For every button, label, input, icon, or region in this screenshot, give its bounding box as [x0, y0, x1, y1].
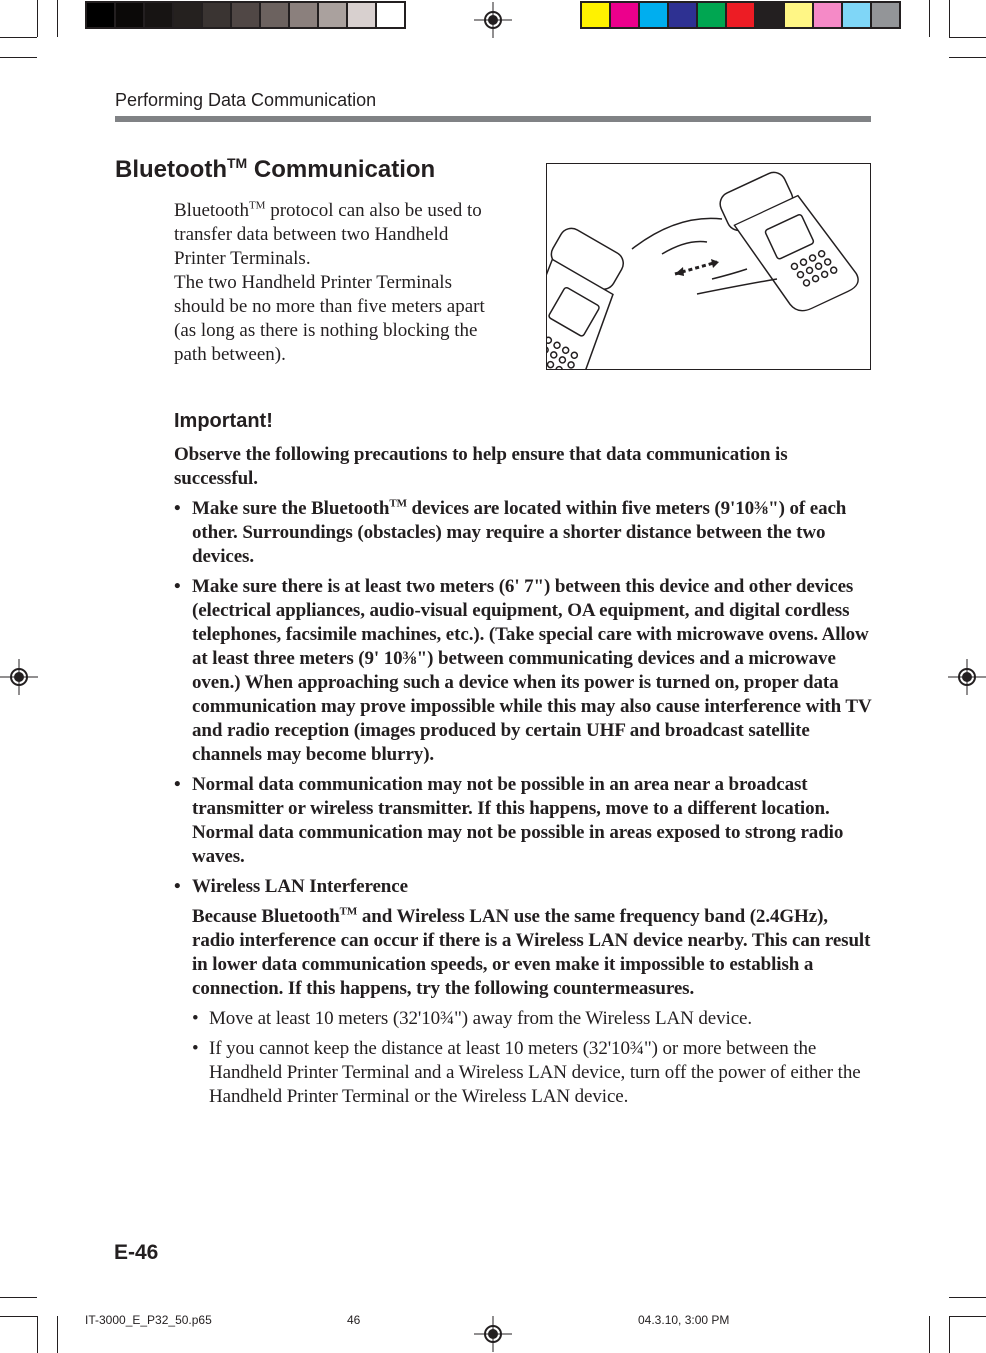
crop-mark: [949, 1316, 950, 1353]
registration-mark-icon: [474, 1316, 512, 1352]
sub-list-item: • Move at least 10 meters (32'10¾") away from the Wireless LAN device.: [192, 1008, 753, 1029]
color-swatch: [174, 3, 203, 27]
registration-mark-icon: [948, 659, 986, 695]
list-item: • Make sure the Bluetooth™ devices are located within five meters (9'10⅜") of each other. Surroundings (obstacles) may require a shorter distance between the two devices.: [174, 497, 847, 567]
color-swatch: [261, 3, 290, 27]
page-number: E-46: [114, 1241, 159, 1264]
crop-mark: [37, 1316, 38, 1353]
crop-mark: [949, 37, 986, 38]
color-swatch: [669, 3, 698, 27]
important-heading: Important!: [174, 410, 273, 432]
registration-mark-icon: [474, 2, 512, 38]
bluetooth-devices-illustration: [546, 163, 871, 370]
crop-mark: [949, 57, 986, 58]
registration-mark-icon: [0, 659, 38, 695]
wireless-lan-paragraph: Because Bluetooth™ and Wireless LAN use the same frequency band (2.4GHz), radio interference can occur if there is a Wireless LAN device nearby. This can result in lower data communication speeds, or even make it impossible to establish a connection. If this happens, try the following countermeasures.: [192, 905, 871, 999]
list-item: • Wireless LAN Interference: [174, 876, 408, 897]
footer-filename: IT-3000_E_P32_50.p65: [85, 1313, 212, 1327]
color-swatch: [872, 3, 899, 27]
footer-page: 46: [347, 1313, 361, 1327]
list-item: • Normal data communication may not be possible in an area near a broadcast transmitter or wireless transmitter. If this happens, move to a different location. Normal data communication may not be possible in areas exposed to strong radio waves.: [174, 774, 844, 867]
list-item: • Make sure there is at least two meters (6' 7") between this device and other devices (electrical appliances, audio-visual equipment, OA equipment, and digital cordless telephones, facsimile machines, etc.). (Take special care with microwave ovens. Allow at least three meters (9' 10⅜") between communicating devices and a microwave oven.) When approaching such a device when its power is turned on, proper data communication may prove impossible while this may also cause interference with TV and radio reception (images produced by certain UHF and broadcast satellite channels may become blurry).: [174, 576, 872, 765]
header-rule: [115, 116, 871, 122]
color-swatch: [756, 3, 785, 27]
color-swatch: [145, 3, 174, 27]
color-swatch: [203, 3, 232, 27]
crop-mark: [929, 0, 930, 37]
color-swatch: [87, 3, 116, 27]
crop-mark: [949, 1297, 986, 1298]
grayscale-color-bar: [85, 1, 406, 29]
color-swatch: [290, 3, 319, 27]
color-swatch: [843, 3, 872, 27]
precautions: [174, 443, 874, 1115]
color-swatch: [582, 3, 611, 27]
color-swatch: [377, 3, 404, 27]
crop-mark: [57, 0, 58, 37]
crop-mark: [949, 1316, 986, 1317]
footer-date: 04.3.10, 3:00 PM: [638, 1313, 730, 1327]
process-color-bar: [580, 1, 901, 29]
crop-mark: [0, 57, 37, 58]
color-swatch: [640, 3, 669, 27]
intro-text: Bluetooth™ protocol can also be used to transfer data between two Handheld Printer Terminals. The two Handheld Printer Terminals should be no more than five meters apart (as long as there is nothing blocking the path between).: [174, 199, 485, 365]
color-swatch: [319, 3, 348, 27]
color-swatch: [785, 3, 814, 27]
color-swatch: [116, 3, 145, 27]
page-title: Bluetooth™ Communication: [115, 155, 436, 183]
crop-mark: [0, 1297, 37, 1298]
crop-mark: [0, 37, 37, 38]
crop-mark: [37, 0, 38, 37]
color-swatch: [727, 3, 756, 27]
color-swatch: [814, 3, 843, 27]
crop-mark: [949, 0, 950, 37]
color-swatch: [698, 3, 727, 27]
color-swatch: [611, 3, 640, 27]
section-header: Performing Data Communication: [115, 90, 377, 110]
crop-mark: [929, 1316, 930, 1353]
color-swatch: [348, 3, 377, 27]
sub-list-item: • If you cannot keep the distance at least 10 meters (32'10¾") or more between the Handheld Printer Terminal and a Wireless LAN device, turn off the power of either the Handheld Printer Terminal or the Wireless LAN device.: [192, 1038, 861, 1107]
color-swatch: [232, 3, 261, 27]
crop-mark: [57, 1316, 58, 1353]
crop-mark: [0, 1316, 37, 1317]
precautions-lead: Observe the following precautions to help ensure that data communication is successful.: [174, 444, 788, 489]
